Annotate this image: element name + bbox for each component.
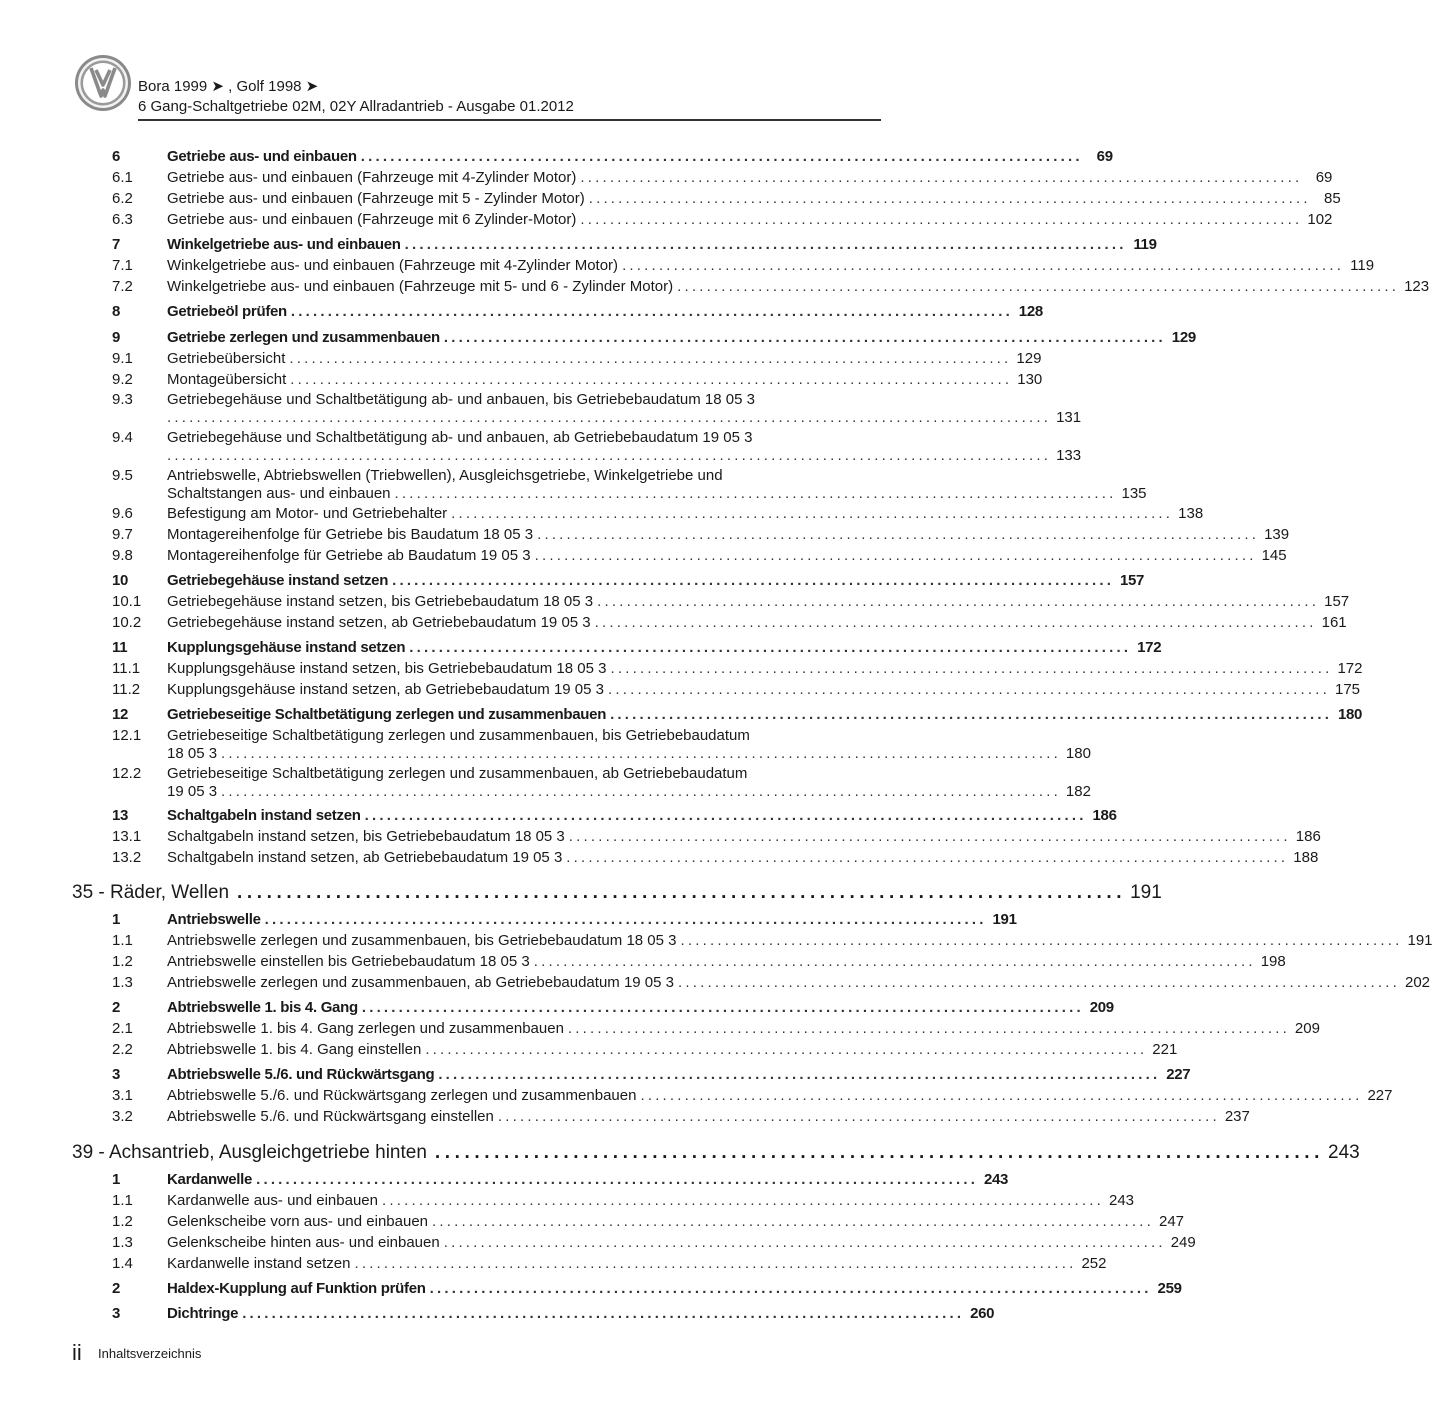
toc-number: 1.2 [112,953,133,970]
toc-page: 145 [1261,547,1287,564]
toc-number: 10.2 [112,614,142,631]
toc-page: 260 [970,1305,995,1322]
dot-leader: .................................................................................................. [382,1192,1105,1209]
toc-title: Abtriebswelle 5./6. und Rückwärtsgang einstellen [167,1108,498,1126]
dot-leader: .................................................................................................. [432,1213,1155,1230]
dot-leader: .................................................................................................. [677,278,1400,295]
dot-leader: .................................................................................................. [610,706,1333,723]
toc-number: 13.1 [112,828,142,845]
toc-page: 243 [1108,1192,1135,1209]
toc-number: 12 [112,706,129,723]
toc-title: Antriebswelle [167,911,265,929]
toc-number: 13.2 [112,849,142,866]
dot-leader: .................................................................................................. [443,329,1166,346]
chapter-heading[interactable] [72,1142,1360,1164]
dot-leader: .................................................................................................. [429,1280,1152,1297]
chapter-heading[interactable] [72,882,1162,904]
toc-title: Kardanwelle instand setzen [167,1255,354,1273]
toc-page: 175 [1334,681,1361,698]
dot-leader: .................................................................................................. [354,1255,1077,1272]
toc-page: 69 [1315,169,1333,186]
toc-title: Getriebeseitige Schaltbetätigung zerlegen und zusammenbauen, bis Getriebebaudatum [167,727,750,744]
toc-number: 2.1 [112,1020,133,1037]
dot-leader: ........................................................................................................................ [167,447,1052,464]
toc-title: Getriebe aus- und einbauen (Fahrzeuge mit 5 - Zylinder Motor) [167,190,589,208]
toc-title: Getriebeübersicht [167,350,289,368]
toc-title: Getriebe aus- und einbauen (Fahrzeuge mit 4-Zylinder Motor) [167,169,580,187]
dot-leader: .................................................................................................. [404,236,1127,253]
dot-leader: .................................................................................................. [566,849,1289,866]
dot-leader: .................................................................................................. [425,1041,1148,1058]
dot-leader: .................................................................................................. [594,614,1317,631]
toc-number: 12.2 [112,765,142,782]
toc-page: 209 [1294,1020,1320,1037]
toc-page: 221 [1152,1041,1178,1058]
toc-number: 1.4 [112,1255,133,1272]
toc-title: Winkelgetriebe aus- und einbauen (Fahrzeuge mit 4-Zylinder Motor) [167,257,622,275]
dot-leader: .................................................................................................. [451,505,1174,522]
toc-page: 243 [983,1171,1009,1188]
toc-title: Getriebeseitige Schaltbetätigung zerlegen und zusammenbauen [167,706,610,724]
dot-leader: .................................................................................................. [597,593,1320,610]
toc-page: 102 [1307,211,1333,228]
toc-number: 9.2 [112,371,133,388]
toc-number: 11 [112,639,128,656]
toc-number: 6.2 [112,190,133,207]
toc-number: 9.1 [112,350,133,367]
toc-page: 172 [1137,639,1162,656]
toc-number: 8 [112,303,121,320]
toc-number: 9.3 [112,391,133,408]
toc-number: 10 [112,572,129,589]
toc-title: Abtriebswelle 1. bis 4. Gang [167,999,362,1017]
toc-title: Abtriebswelle 1. bis 4. Gang einstellen [167,1041,425,1059]
dot-leader: .......................................................................................... [237,882,1127,903]
toc-page: 119 [1133,236,1157,253]
toc-page: 209 [1089,999,1114,1016]
toc-page: 157 [1119,572,1145,589]
toc-page: 129 [1171,329,1196,346]
chapter-page: 243 [1328,1142,1360,1163]
dot-leader: .................................................................................................. [394,485,1117,502]
toc-title: Winkelgetriebe aus- und einbauen (Fahrzeuge mit 5- und 6 - Zylinder Motor) [167,278,677,296]
toc-page: 129 [1016,350,1042,367]
toc-page: 69 [1096,148,1113,165]
header-subtitle: 6 Gang-Schaltgetriebe 02M, 02Y Allradantrieb - Ausgabe 01.2012 [138,98,574,115]
toc-page: 135 [1121,485,1147,502]
toc-page: 138 [1178,505,1204,522]
page-number: ii [72,1340,82,1365]
dot-leader: .................................................................................................. [680,932,1403,949]
toc-page: 227 [1367,1087,1393,1104]
dot-leader: .................................................................................................. [256,1171,979,1188]
toc-number: 1.3 [112,974,133,991]
toc-number: 3 [112,1066,121,1083]
toc-title: Kupplungsgehäuse instand setzen, ab Getriebebaudatum 19 05 3 [167,681,608,699]
toc-number: 1.1 [112,932,133,949]
toc-title: Getriebegehäuse und Schaltbetätigung ab- und anbauen, ab Getriebebaudatum 19 05 3 [167,429,753,446]
toc-page: 202 [1404,974,1431,991]
toc-number: 9 [112,329,121,346]
toc-title: Winkelgetriebe aus- und einbauen [167,236,405,254]
toc-page: 157 [1324,593,1350,610]
dot-leader: .................................................................................................. [640,1087,1363,1104]
dot-leader: .................................................................................................. [360,148,1083,165]
toc-number: 10.1 [112,593,142,610]
toc-title: Kupplungsgehäuse instand setzen, bis Getriebebaudatum 18 05 3 [167,660,610,678]
toc-title: Getriebe aus- und einbauen [167,148,361,166]
dot-leader: .................................................................................................. [608,681,1331,698]
toc-page: 227 [1166,1066,1191,1083]
toc-title: Schaltgabeln instand setzen [167,807,365,825]
toc-page: 191 [992,911,1017,928]
dot-leader: .................................................................................................. [610,660,1333,677]
toc-title: Haldex-Kupplung auf Funktion prüfen [167,1280,430,1298]
toc-page: 259 [1157,1280,1182,1297]
toc-page: 180 [1065,745,1091,762]
toc-title-continuation: 19 05 3 [167,783,221,801]
toc-number: 6.1 [112,169,133,186]
toc-page: 247 [1159,1213,1185,1230]
toc-number: 1 [112,1171,121,1188]
toc-number: 1.1 [112,1192,133,1209]
dot-leader: .................................................................................................. [497,1108,1220,1125]
toc-number: 6 [112,148,121,165]
toc-number: 2 [112,1280,121,1297]
toc-title: Getriebegehäuse instand setzen, ab Getriebebaudatum 19 05 3 [167,614,595,632]
dot-leader: .................................................................................................................. [221,783,1061,800]
dot-leader: .................................................................................................. [568,828,1291,845]
header-model-line: Bora 1999 ➤ , Golf 1998 ➤ [138,78,319,95]
toc-page: 182 [1065,783,1091,800]
dot-leader: .................................................................................................. [361,999,1084,1016]
toc-title: Schaltgabeln instand setzen, bis Getriebebaudatum 18 05 3 [167,828,569,846]
toc-page: 128 [1018,303,1043,320]
dot-leader: .................................................................................................. [409,639,1132,656]
dot-leader: .................................................................................................. [537,526,1260,543]
toc-page: 252 [1081,1255,1107,1272]
toc-number: 9.4 [112,429,133,446]
dot-leader: .................................................................................................. [290,371,1013,388]
toc-title: Getriebeöl prüfen [167,303,291,321]
toc-number: 7.1 [112,257,133,274]
toc-title: Antriebswelle, Abtriebswellen (Triebwellen), Ausgleichsgetriebe, Winkelgetriebe und [167,467,723,484]
toc-number: 1.3 [112,1234,133,1251]
toc-title: Getriebe zerlegen und zusammenbauen [167,329,444,347]
toc-number: 7.2 [112,278,133,295]
toc-number: 9.5 [112,467,133,484]
vw-logo [74,54,132,112]
toc-number: 1 [112,911,121,928]
toc-number: 12.1 [112,727,142,744]
toc-title: Getriebegehäuse und Schaltbetätigung ab- und anbauen, bis Getriebebaudatum 18 05 3 [167,391,755,408]
toc-number: 3 [112,1305,121,1322]
dot-leader: .................................................................................................. [622,257,1345,274]
toc-title: Abtriebswelle 1. bis 4. Gang zerlegen und zusammenbauen [167,1020,568,1038]
toc-page: 139 [1264,526,1290,543]
toc-page: 161 [1321,614,1347,631]
toc-number: 11.2 [112,681,141,698]
toc-title: Getriebeseitige Schaltbetätigung zerlegen und zusammenbauen, ab Getriebebaudatum [167,765,748,782]
toc-number: 1.2 [112,1213,133,1230]
toc-page: 180 [1337,706,1363,723]
dot-leader: .................................................................................................. [392,572,1115,589]
dot-leader: .......................................................................................... [434,1142,1324,1163]
toc-number: 2.2 [112,1041,133,1058]
toc-number: 2 [112,999,121,1016]
toc-number: 11.1 [112,660,141,677]
toc-title-continuation: Schaltstangen aus- und einbauen [167,485,395,503]
toc-page: 172 [1337,660,1363,677]
dot-leader: .................................................................................................. [364,807,1087,824]
toc-number: 6.3 [112,211,133,228]
dot-leader: .................................................................................................. [588,190,1311,207]
toc-title: Montagereihenfolge für Getriebe ab Baudatum 19 05 3 [167,547,535,565]
toc-page: 191 [1407,932,1433,949]
toc-number: 9.8 [112,547,133,564]
toc-page: 123 [1404,278,1430,295]
toc-title: Schaltgabeln instand setzen, ab Getriebebaudatum 19 05 3 [167,849,566,867]
chapter-title: 39 - Achsantrieb, Ausgleichgetriebe hinten [72,1142,427,1163]
dot-leader: .................................................................................................. [580,211,1303,228]
dot-leader: ........................................................................................................................ [167,409,1052,426]
toc-title: Antriebswelle zerlegen und zusammenbauen, ab Getriebebaudatum 19 05 3 [167,974,678,992]
dot-leader: .................................................................................................. [534,547,1257,564]
dot-leader: .................................................................................................. [242,1305,965,1322]
toc-page: 237 [1224,1108,1250,1125]
toc-title: Kardanwelle aus- und einbauen [167,1192,382,1210]
toc-page: 130 [1017,371,1043,388]
toc-title: Befestigung am Motor- und Getriebehalter [167,505,451,523]
toc-title: Kardanwelle [167,1171,256,1189]
toc-number: 9.7 [112,526,133,543]
toc-title-continuation: 18 05 3 [167,745,221,763]
dot-leader: .................................................................................................. [580,169,1303,186]
toc-title: Kupplungsgehäuse instand setzen [167,639,409,657]
toc-page: 249 [1170,1234,1196,1251]
toc-number: 9.6 [112,505,133,522]
toc-title: Getriebegehäuse instand setzen, bis Getriebebaudatum 18 05 3 [167,593,597,611]
toc-title: Gelenkscheibe vorn aus- und einbauen [167,1213,432,1231]
toc-number: 3.2 [112,1108,133,1125]
dot-leader: .................................................................................................. [290,303,1013,320]
toc-page: 85 [1324,190,1341,207]
dot-leader: .................................................................................................. [678,974,1401,991]
toc-title: Montagereihenfolge für Getriebe bis Baudatum 18 05 3 [167,526,537,544]
header-rule [138,119,881,121]
toc-page: 119 [1350,257,1375,274]
toc-page: 198 [1260,953,1286,970]
toc-number: 7 [112,236,121,253]
toc-page: 133 [1056,447,1082,464]
toc-title: Montageübersicht [167,371,290,389]
footer-label: Inhaltsverzeichnis [98,1346,202,1361]
toc-page: 186 [1295,828,1321,845]
toc-number: 3.1 [112,1087,133,1104]
toc-title: Antriebswelle einstellen bis Getriebebaudatum 18 05 3 [167,953,534,971]
toc-title: Dichtringe [167,1305,242,1323]
toc-title: Getriebe aus- und einbauen (Fahrzeuge mit 6 Zylinder-Motor) [167,211,580,229]
toc-title: Abtriebswelle 5./6. und Rückwärtsgang [167,1066,438,1084]
toc-title: Antriebswelle zerlegen und zusammenbauen, bis Getriebebaudatum 18 05 3 [167,932,681,950]
chapter-page: 191 [1130,882,1162,903]
dot-leader: .................................................................................................. [438,1066,1161,1083]
toc-page: 186 [1092,807,1117,824]
toc-title: Abtriebswelle 5./6. und Rückwärtsgang zerlegen und zusammenbauen [167,1087,640,1105]
toc-title: Getriebegehäuse instand setzen [167,572,392,590]
toc-page: 188 [1293,849,1319,866]
dot-leader: .................................................................................................. [533,953,1256,970]
toc-number: 13 [112,807,129,824]
chapter-title: 35 - Räder, Wellen [72,882,230,903]
dot-leader: .................................................................................................. [289,350,1012,367]
dot-leader: .................................................................................................................. [221,745,1061,762]
toc-title: Gelenkscheibe hinten aus- und einbauen [167,1234,444,1252]
dot-leader: .................................................................................................. [443,1234,1166,1251]
dot-leader: .................................................................................................. [264,911,987,928]
dot-leader: .................................................................................................. [567,1020,1290,1037]
toc-page: 131 [1056,409,1082,426]
